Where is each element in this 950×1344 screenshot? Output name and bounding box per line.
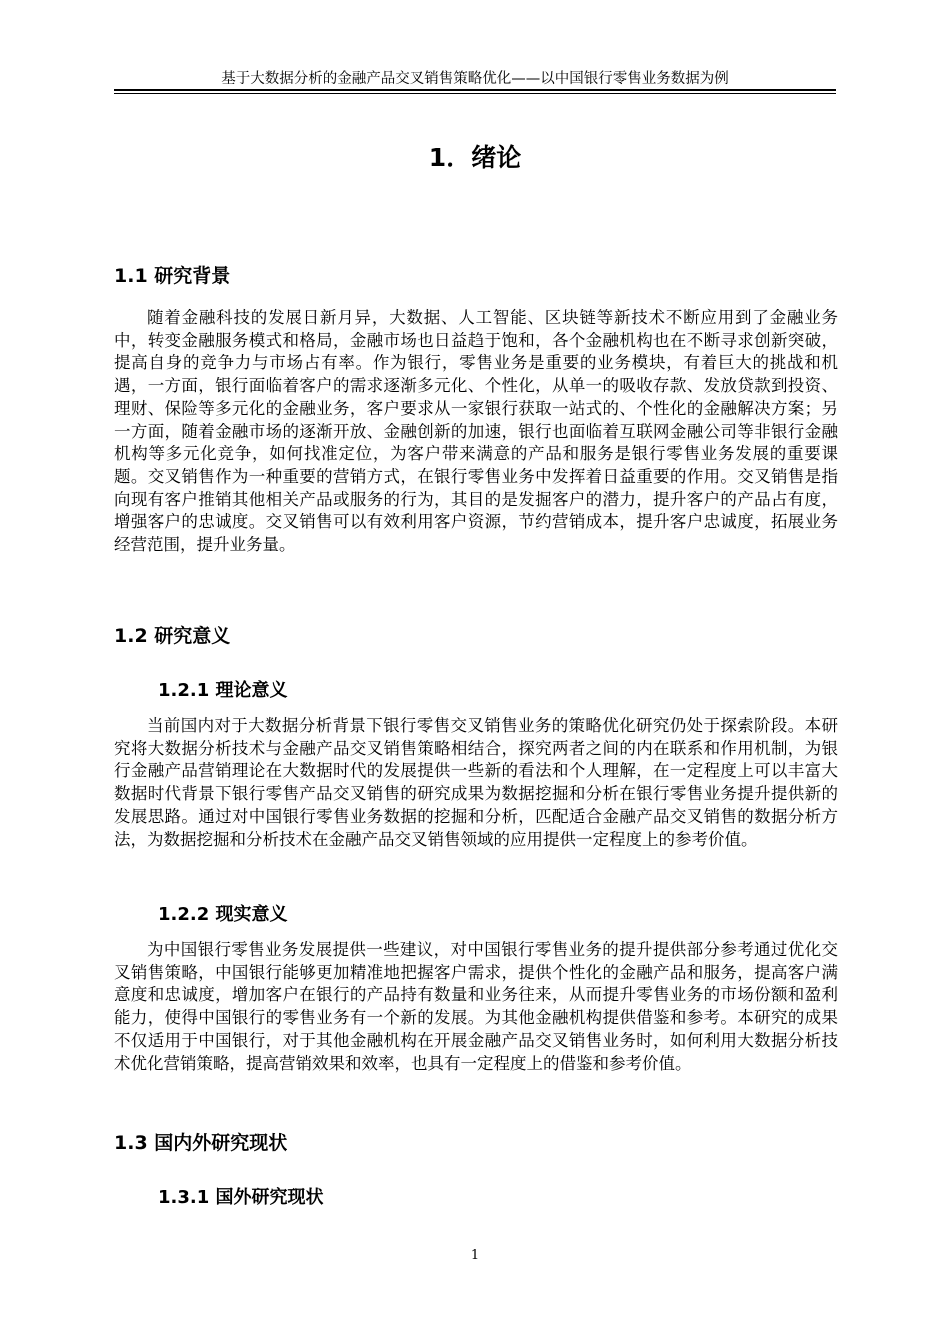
paragraph-research-background: 随着金融科技的发展日新月异，大数据、人工智能、区块链等新技术不断应用到了金融业务中，转变金融服务模式和格局，金融市场也日益趋于饱和，各个金融机构也在不断寻求创新突破，提高自身的竞争力与市场占有率。作为银行，零售业务是重要的业务模块，有着巨大的挑战和机遇，一方面，银行面临着客户的需求逐渐多元化、个性化，从单一的吸收存款、发放贷款到投资、理财、保险等多元化的金融业务，客户要求从一家银行获取一站式的、个性化的金融解决方案；另一方面，随着金融市场的逐渐开放、金融创新的加速，银行也面临着互联网金融公司等非银行金融机构等多元化竞争，如何找准定位，为客户带来满意的产品和服务是银行零售业务发展的重要课题。交叉销售作为一种重要的营销方式，在银行零售业务中发挥着日益重要的作用。交叉销售是指向现有客户推销其他相关产品或服务的行为，其目的是发掘客户的潜力，提升客户的产品占有度，增强客户的忠诚度。交叉销售可以有效利用客户资源，节约营销成本，提升客户忠诚度，拓展业务经营范围，提升业务量。 bbox=[114, 308, 838, 555]
header-rule-thick bbox=[114, 89, 836, 91]
header-rule-thin bbox=[114, 93, 836, 94]
section-heading-research-significance: 1.2 研究意义 bbox=[114, 625, 231, 647]
section-heading-research-status: 1.3 国内外研究现状 bbox=[114, 1132, 288, 1154]
subsection-heading-practical-significance: 1.2.2 现实意义 bbox=[158, 904, 288, 925]
paragraph-practical-significance: 为中国银行零售业务发展提供一些建议，对中国银行零售业务的提升提供部分参考通过优化交叉销售策略，中国银行能够更加精准地把握客户需求，提供个性化的金融产品和服务，提高客户满意度和忠诚度，增加客户在银行的产品持有数量和业务往来，从而提升零售业务的市场份额和盈利能力，使得中国银行的零售业务有一个新的发展。为其他金融机构提供借鉴和参考。本研究的成果不仅适用于中国银行，对于其他金融机构在开展金融产品交叉销售业务时，如何利用大数据分析技术优化营销策略，提高营销效果和效率，也具有一定程度上的借鉴和参考价值。 bbox=[114, 940, 838, 1073]
chapter-title: 1．绪论 bbox=[428, 143, 522, 172]
page-number: 1 bbox=[470, 1248, 480, 1263]
section-heading-research-background: 1.1 研究背景 bbox=[114, 265, 231, 287]
subsection-heading-theoretical-significance: 1.2.1 理论意义 bbox=[158, 680, 288, 701]
subsection-heading-foreign-research-status: 1.3.1 国外研究现状 bbox=[158, 1187, 324, 1208]
running-header-title: 基于大数据分析的金融产品交叉销售策略优化——以中国银行零售业务数据为例 bbox=[221, 71, 729, 87]
paragraph-theoretical-significance: 当前国内对于大数据分析背景下银行零售交叉销售业务的策略优化研究仍处于探索阶段。本研究将大数据分析技术与金融产品交叉销售策略相结合，探究两者之间的内在联系和作用机制，为银行金融产品营销理论在大数据时代的发展提供一些新的看法和个人理解，在一定程度上可以丰富大数据时代背景下银行零售产品交叉销售的研究成果为数据挖掘和分析在银行零售业务提升提供新的发展思路。通过对中国银行零售业务数据的挖掘和分析，匹配适合金融产品交叉销售的数据分析方法，为数据挖掘和分析技术在金融产品交叉销售领域的应用提供一定程度上的参考价值。 bbox=[114, 716, 838, 849]
